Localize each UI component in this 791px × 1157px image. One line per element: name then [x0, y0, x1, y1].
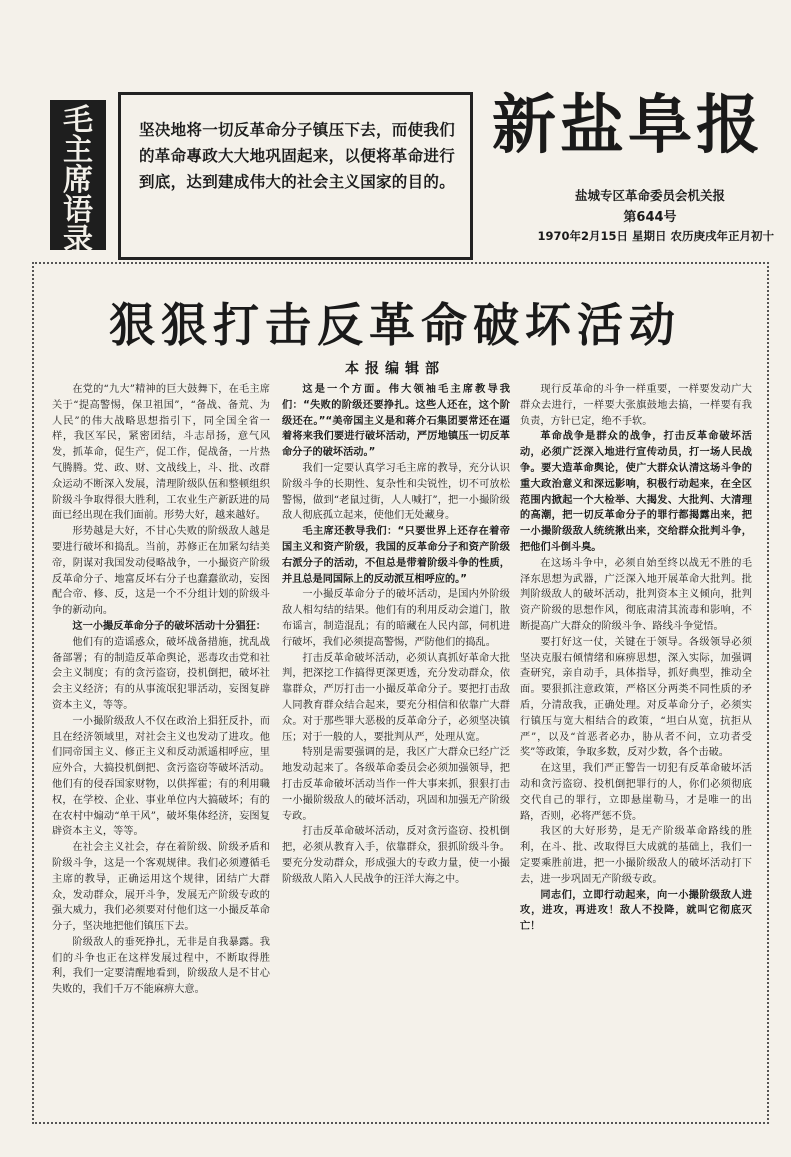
paragraph: 在党的“九大”精神的巨大鼓舞下，在毛主席关于“提高警惕，保卫祖国”，“备战、备荒、为人民”的伟大战略思想指引下，同全国全省一样，我区军民，紧密团结，斗志昂扬，意气风发，抓革命，促生产，促工作，促战备，一片热气腾腾。党、政、财、文战线上，斗、批、改群众运动不断深入发展，清理阶级队伍和整顿组织阶级斗争取得很大胜利，工农业生产新跃进的局面已经出现在我们面前。形势大好，越来越好。: [52, 384, 270, 522]
paragraph: 打击反革命破坏活动，反对贪污盗窃、投机倒把，必须从教育入手，依靠群众，狠抓阶级斗争。要充分发动群众，形成强大的专政力量，使一小撮阶级敌人陷入人民战争的汪洋大海之中。: [282, 826, 510, 885]
paragraph: 在社会主义社会，存在着阶级、阶级矛盾和阶级斗争，这是一个客观规律。我们必须遵循毛主席的教导，正确运用这个规律，团结广大群众，发动群众，展开斗争，发展无产阶级专政的强大威力，我们必须要对付他们这一小撮反革命分子，坚决地把他们镇压下去。: [52, 842, 270, 933]
paragraph: 毛主席还教导我们：“只要世界上还存在着帝国主义和资产阶级，我国的反革命分子和资产阶级右派分子的活动，不但总是带着阶级斗争的性质，并且总是同国际上的反动派互相呼应的。”: [282, 526, 510, 585]
issue-number: 第644号: [623, 210, 677, 225]
paragraph: 在这场斗争中，必须自始至终以战无不胜的毛泽东思想为武器，广泛深入地开展革命大批判。批判阶级敌人的破坏活动，批判资本主义倾向，批判资产阶级的思想作风，彻底肃清其流毒和影响，不断提高广大群众的阶级斗争、路线斗争觉悟。: [520, 557, 752, 632]
newspaper-subtitle: 盐城专区革命委员会机关报: [574, 188, 725, 203]
quote-tag-char: 录: [63, 223, 93, 258]
date-line: 1970年2月15日 星期日 农历庚戌年正月初十: [537, 229, 774, 243]
quote-tag-char: 语: [63, 193, 93, 228]
paragraph: 现行反革命的斗争一样重要，一样要发动广大群众去进行，一样要大张旗鼓地去搞，一样要有我负责，方针已定，绝不手软。: [520, 384, 752, 427]
article-column-1: [52, 382, 270, 1110]
paragraph: 我区的大好形势，是无产阶级革命路线的胜利，在斗、批、改取得巨大成就的基础上，我们一定要乘胜前进，把一小撮阶级敌人的破坏活动打下去，进一步巩固无产阶级专政。: [520, 826, 752, 885]
quote-tag-char: 毛: [63, 103, 93, 138]
paragraph: 在这里，我们严正警告一切犯有反革命破坏活动和贪污盗窃、投机倒把罪行的人，你们必须彻底交代自己的罪行，立即悬崖勒马，才是唯一的出路，否则，必将严惩不贷。: [520, 763, 752, 822]
article-byline: 本报编辑部: [345, 361, 445, 377]
quote-tag-char: 席: [63, 163, 93, 198]
quotation-text: 坚决地将一切反革命分子镇压下去，而使我们的革命專政大大地巩固起来，以便将革命进行到底，达到建成伟大的社会主义国家的目的。: [139, 121, 456, 191]
quote-tag-char: 主: [63, 133, 93, 168]
paragraph: 阶级敌人的垂死挣扎，无非是自我暴露。我们的斗争也正在这样发展过程中，不断取得胜利，我们一定要清醒地看到，阶级敌人是不甘心失败的，我们千万不能麻痹大意。: [52, 936, 270, 996]
article-column-2: [282, 382, 510, 1110]
paragraph: 特别是需要强调的是，我区广大群众已经广泛地发动起来了。各级革命委员会必须加强领导，把打击反革命破坏活动当作一件大事来抓，狠狠打击一小撮阶级敌人的破坏活动，巩固和加强无产阶级专政。: [282, 747, 510, 822]
mao-quotation-box: [118, 92, 473, 260]
paragraph: 他们有的造谣惑众，破坏战备措施，扰乱战备部署；有的制造反革命舆论，恶毒攻击党和社会主义制度；有的贪污盗窃，投机倒把，破坏社会主义经济；有的从事流氓犯罪活动，妄图复辟资本主义，等等。: [52, 636, 270, 711]
newspaper-title: 新盐阜报: [492, 89, 764, 163]
paragraph: 革命战争是群众的战争，打击反革命破坏活动，必须广泛深入地进行宣传动员，打一场人民战争。要大造革命舆论，使广大群众认清这场斗争的重大政治意义和深远影响，积极行动起来，在全区范围内掀起一个大检举、大揭发、大批判、大清理的高潮，把一切反革命分子的罪行都揭露出来，把一小撮阶级敌人统统揪出来，交给群众批判斗争，把他们斗倒斗臭。: [520, 431, 752, 553]
paragraph: 一小撮反革命分子的破坏活动，是国内外阶级敌人相勾结的结果。他们有的利用反动会道门，散布谣言，制造混乱；有的暗藏在人民内部，伺机进行破坏，我们必须提高警惕，严防他们的捣乱。: [282, 589, 510, 648]
paragraph: 要打好这一仗，关键在于领导。各级领导必须坚决克服右倾情绪和麻痹思想，深入实际，加强调查研究，亲自动手，具体指导，抓好典型，推动全面。要狠抓注意政策，严格区分两类不同性质的矛盾，分清敌我，正确处理。对反革命分子，必须实行镇压与宽大相结合的政策，“坦白从宽，抗拒从严”，以及“首恶者必办，胁从者不问，立功者受奖”等政策，争取多数，反对少数，各个击破。: [520, 636, 752, 759]
article-headline: 狠狠打击反革命破坏活动: [109, 298, 681, 352]
article-column-3: [520, 382, 752, 1110]
paragraph: 同志们，立即行动起来，向一小撮阶级敌人进攻，进攻，再进攻！敌人不投降，就叫它彻底灭亡！: [520, 889, 752, 933]
paragraph: 这一小撮反革命分子的破坏活动十分猖狂：: [72, 620, 266, 632]
paragraph: 一小撮阶级敌人不仅在政治上猖狂反扑，而且在经济领域里，对社会主义也发动了进攻。他们同帝国主义、修正主义和反动派遥相呼应，里应外合，大搞投机倒把、贪污盗窃等破坏活动。他们有的侵吞国家财物，以供挥霍；有的利用職权，在学校、企业、事业单位内大搞破坏；有的在农村中煽动“单干风”，破坏集体经济，妄图复辟资本主义，等等。: [52, 715, 270, 838]
paragraph: 这是一个方面。伟大领袖毛主席教导我们：“失败的阶级还要挣扎。这些人还在，这个阶级还在。”“美帝国主义是和蒋介石集团要常还在逼着将来我们要进行破坏活动，严厉地镇压一切反革命分子的破坏活动。”: [282, 384, 510, 459]
paragraph: 我们一定要认真学习毛主席的教导，充分认识阶级斗争的长期性、复杂性和尖锐性，切不可放松警惕，做到“老鼠过街，人人喊打”，把一小撮阶级敌人彻底孤立起来，使他们无处藏身。: [282, 462, 510, 522]
quotation-tag: [50, 100, 106, 258]
paragraph: 打击反革命破坏活动，必须认真抓好革命大批判，把深挖工作搞得更深更透，充分发动群众，依靠群众，严厉打击一小撮反革命分子。要把打击敌人同教育群众结合起来，要充分相信和依靠广大群众。对于那些罪大恶极的反革命分子，必须坚决镇压；对于一般的人，要批判从严，处理从宽。: [282, 652, 510, 743]
paragraph: 形势越是大好，不甘心失败的阶级敌人越是要进行破坏和捣乱。当前，苏修正在加紧勾结美帝，阴谋对我国发动侵略战争，一小撮资产阶级反革命分子、地富反坏右分子也蠢蠢欲动，妄图配合帝、修、反，这是一个不分组计划的阶级斗争的新动向。: [52, 526, 270, 617]
